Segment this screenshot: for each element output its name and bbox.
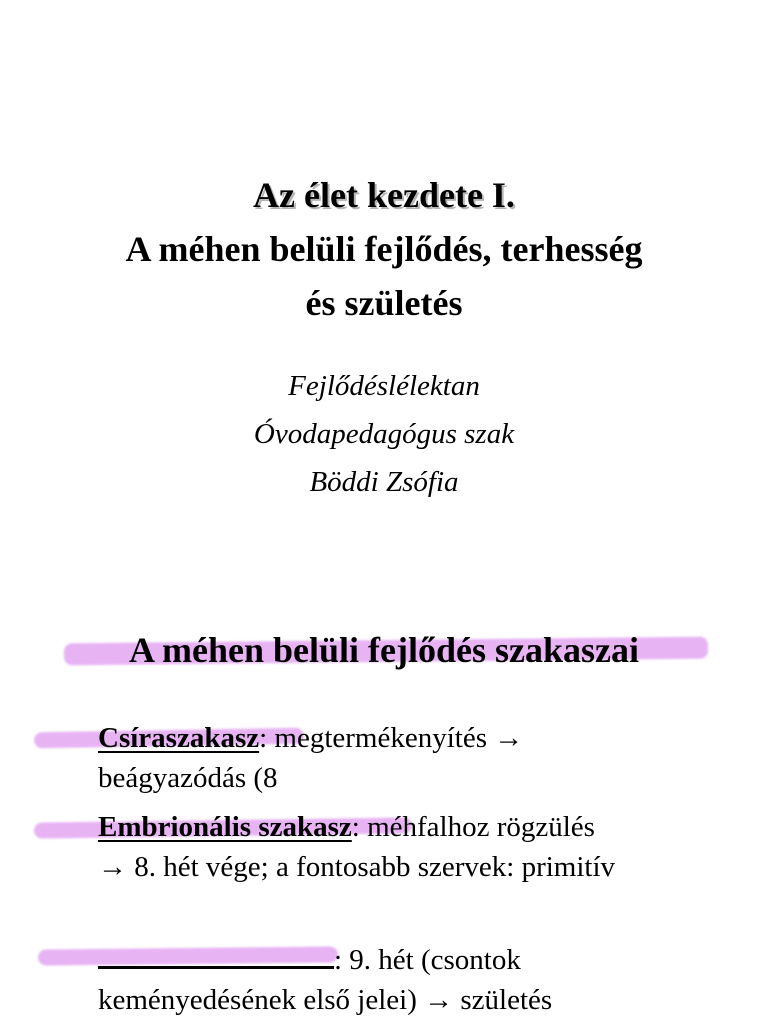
slide2-heading: A méhen belüli fejlődés szakaszai (129, 630, 639, 670)
bullet1-term: Csíraszakasz (98, 722, 260, 754)
slide-title-heading (0, 168, 768, 330)
subtitle-course: Fejlődéslélektan (288, 370, 480, 402)
bullet-fetal (98, 938, 738, 1020)
arrow-icon: → (494, 722, 524, 754)
subtitle-author: Böddi Zsófia (309, 466, 459, 498)
arrow-icon: → (98, 851, 127, 883)
title-line-3: és születés (305, 283, 463, 323)
bullet-embryonic (98, 807, 738, 887)
bullet3-text-line2: keményedésének első jelei) (98, 984, 425, 1016)
title-line-2: A méhen belüli fejlődés, terhesség (125, 229, 643, 269)
slide-subtitle (0, 362, 768, 506)
bullet3-text-line3: születés (453, 984, 553, 1016)
bullet1-text-line2: beágyazódás (8 (98, 762, 278, 794)
bullet2-term: Embrionális szakasz (98, 811, 352, 843)
bullet2-text-line2: 8. hét vége; a fontosabb szervek: primitív (127, 851, 616, 883)
bullet2-text: : méhfalhoz rögzülés (351, 811, 595, 843)
arrow-icon: → (424, 984, 454, 1016)
fill-in-blank (98, 938, 334, 969)
bullet-germinal (98, 718, 738, 798)
subtitle-program: Óvodapedagógus szak (253, 418, 515, 450)
title-line-1: Az élet kezdete I. (253, 175, 515, 215)
bullet1-text: : megtermékenyítés (259, 722, 495, 754)
bullet3-text: : 9. hét (csontok (334, 944, 521, 976)
slide2-heading-wrap (0, 622, 768, 678)
